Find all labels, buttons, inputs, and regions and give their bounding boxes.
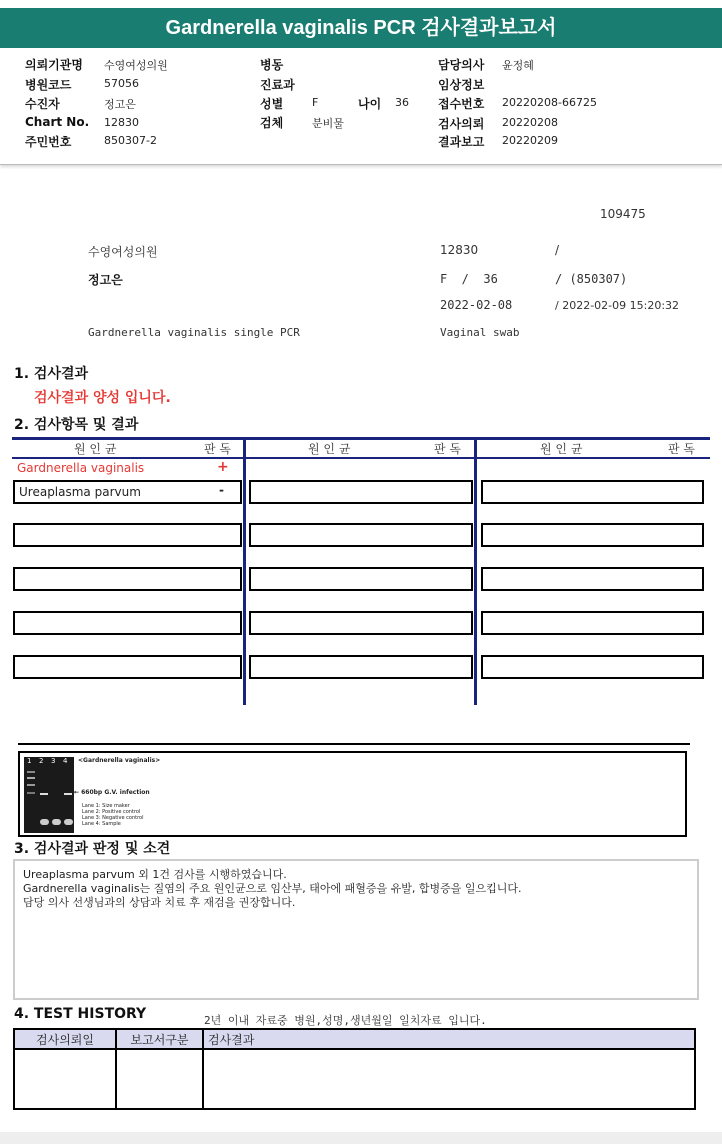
opinion-box bbox=[13, 859, 699, 1000]
history-cell bbox=[203, 1049, 695, 1109]
organism-name: Gardnerella vaginalis bbox=[17, 461, 145, 475]
result-cell bbox=[13, 480, 242, 504]
section1-title: 1. 검사결과 bbox=[14, 366, 89, 382]
report-title: Gardnerella vaginalis PCR 검사결과보고서 bbox=[0, 8, 722, 48]
hospital-label: 의뢰기관명 bbox=[25, 58, 83, 72]
result-cell bbox=[249, 655, 473, 679]
report-test-name: Gardnerella vaginalis single PCR bbox=[88, 326, 300, 339]
history-header-row bbox=[14, 1029, 695, 1049]
report-datetime: / 2022-02-09 15:20:32 bbox=[555, 299, 680, 312]
result-cell bbox=[481, 523, 704, 547]
report-specimen: Vaginal swab bbox=[440, 326, 520, 339]
results-table-header bbox=[12, 437, 710, 459]
result-cell bbox=[249, 567, 473, 591]
history-col-result: 검사결과 bbox=[203, 1029, 695, 1049]
report-patient: 정고은 bbox=[88, 273, 123, 287]
section2-title: 2. 검사항목 및 결과 bbox=[14, 417, 139, 433]
report-value: 20220209 bbox=[502, 134, 558, 147]
receipt-value: 20220208-66725 bbox=[502, 96, 597, 109]
section4-title: 4. TEST HISTORY bbox=[14, 1006, 147, 1022]
lane-label: 2 bbox=[39, 757, 44, 765]
lane-label: 3 bbox=[51, 757, 56, 765]
organism-result: - bbox=[219, 483, 224, 497]
code-label: 병원코드 bbox=[25, 78, 72, 92]
gel-legend-1: Lane 1: Size maker bbox=[82, 803, 130, 809]
report-sex-age: F / 36 bbox=[440, 272, 498, 286]
doctor-value: 윤정혜 bbox=[502, 59, 534, 72]
gel-photo bbox=[24, 757, 74, 833]
history-table bbox=[13, 1028, 696, 1110]
specimen-label: 검체 bbox=[260, 116, 284, 130]
history-cell bbox=[116, 1049, 203, 1109]
opinion-line: 담당 의사 선생님과의 상담과 치료 후 재검을 권장합니다. bbox=[23, 896, 296, 909]
report-hospital: 수영여성의원 bbox=[88, 245, 158, 259]
code-value: 57056 bbox=[104, 77, 139, 90]
result-cell bbox=[13, 655, 242, 679]
history-cell bbox=[14, 1049, 116, 1109]
col-organism-2: 원 인 균 bbox=[308, 442, 351, 456]
lane-label: 1 bbox=[27, 757, 32, 765]
gel-image-panel bbox=[18, 751, 687, 837]
clinical-label: 임상정보 bbox=[438, 78, 485, 92]
section3-title: 3. 검사결과 판정 및 소견 bbox=[14, 841, 171, 857]
request-value: 20220208 bbox=[502, 116, 558, 129]
age-label: 나이 bbox=[358, 97, 382, 111]
age-value: 36 bbox=[395, 96, 409, 109]
organism-name: Ureaplasma parvum bbox=[19, 485, 141, 499]
col-organism-3: 원 인 균 bbox=[540, 442, 583, 456]
report-birth: / (850307) bbox=[555, 272, 628, 286]
result-cell bbox=[481, 611, 704, 635]
opinion-line: Gardnerella vaginalis는 질염의 주요 원인균으로 임산부, 태아에 패혈증을 유발, 합병증을 일으킵니다. bbox=[23, 882, 522, 895]
chart-label: Chart No. bbox=[25, 115, 90, 129]
report-chart: 12830 bbox=[440, 243, 479, 257]
history-col-request-date: 검사의뢰일 bbox=[14, 1029, 116, 1049]
col-organism-1: 원 인 균 bbox=[74, 442, 117, 456]
gel-band-label: ← 660bp G.V. infection bbox=[74, 789, 150, 796]
gel-title: <Gardnerella vaginalis> bbox=[78, 757, 161, 764]
doctor-label: 담당의사 bbox=[438, 58, 485, 72]
chart-value: 12830 bbox=[104, 116, 139, 129]
report-label: 결과보고 bbox=[438, 135, 485, 149]
history-row bbox=[14, 1049, 695, 1109]
report-request-date: 2022-02-08 bbox=[440, 298, 513, 312]
result-cell bbox=[481, 480, 704, 504]
rrn-label: 주민번호 bbox=[25, 135, 72, 149]
result-cell bbox=[481, 655, 704, 679]
dept-label: 진료과 bbox=[260, 78, 295, 92]
ward-label: 병동 bbox=[260, 58, 284, 72]
page-footer-strip bbox=[0, 1132, 722, 1144]
receipt-label: 접수번호 bbox=[438, 97, 485, 111]
report-slash: / bbox=[555, 243, 560, 257]
col-judgement-2: 판 독 bbox=[434, 442, 461, 456]
opinion-line: Ureaplasma parvum 외 1건 검사를 시행하였습니다. bbox=[23, 868, 287, 881]
sex-value: F bbox=[312, 96, 319, 109]
specimen-value: 분비물 bbox=[312, 117, 344, 130]
report-number: 109475 bbox=[600, 207, 646, 221]
divider-line bbox=[18, 743, 690, 745]
history-note: 2년 이내 자료중 병원,성명,생년월일 일치자료 입니다. bbox=[204, 1014, 487, 1027]
column-divider bbox=[243, 437, 246, 705]
gel-legend-4: Lane 4: Sample bbox=[82, 821, 121, 827]
column-divider bbox=[474, 437, 477, 705]
gel-legend-3: Lane 3: Negative control bbox=[82, 815, 144, 821]
result-cell bbox=[481, 567, 704, 591]
lane-label: 4 bbox=[63, 757, 68, 765]
history-col-report-type: 보고서구분 bbox=[116, 1029, 203, 1049]
hospital-value: 수영여성의원 bbox=[104, 59, 168, 72]
gel-legend-2: Lane 2: Positive control bbox=[82, 809, 141, 815]
sex-label: 성별 bbox=[260, 97, 284, 111]
organism-result: + bbox=[217, 459, 229, 475]
rrn-value: 850307-2 bbox=[104, 134, 157, 147]
result-cell bbox=[249, 523, 473, 547]
result-cell bbox=[13, 567, 242, 591]
result-cell bbox=[13, 523, 242, 547]
col-judgement-3: 판 독 bbox=[668, 442, 695, 456]
result-cell bbox=[249, 480, 473, 504]
result-cell bbox=[249, 611, 473, 635]
col-judgement-1: 판 독 bbox=[204, 442, 231, 456]
result-cell bbox=[13, 611, 242, 635]
patient-info-panel bbox=[0, 48, 722, 165]
patient-label: 수진자 bbox=[25, 97, 60, 111]
patient-value: 정고은 bbox=[104, 98, 136, 111]
request-label: 검사의뢰 bbox=[438, 117, 485, 131]
result-summary: 검사결과 양성 입니다. bbox=[34, 390, 171, 406]
